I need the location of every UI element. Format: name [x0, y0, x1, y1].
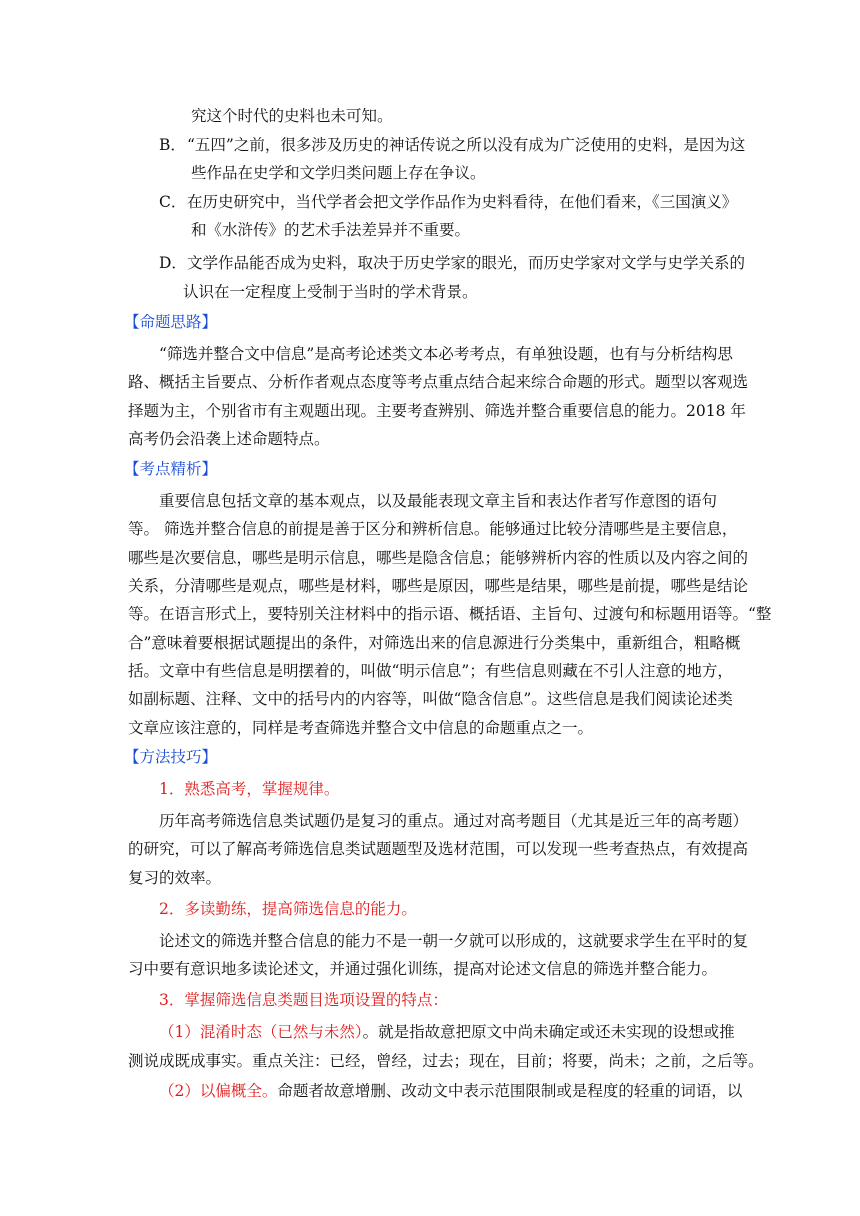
section-heading-kaodian: 【考点精析】 — [124, 460, 218, 478]
paragraph-line: 高考仍会沿袭上述命题特点。 — [128, 430, 330, 448]
option-c-letter: C． — [159, 193, 187, 211]
paragraph-line: 论述文的筛选并整合信息的能力不是一朝一夕就可以形成的，这就要求学生在平时的复 — [159, 932, 749, 950]
method-point-1: 1．熟悉高考，掌握规律。 — [159, 780, 340, 798]
paragraph-line: 历年高考筛选信息类试题仍是复习的重点。通过对高考题目（尤其是近三年的高考题） — [159, 812, 749, 830]
sub-point-1 — [159, 1021, 735, 1043]
option-b-line-2: 些作品在史学和文学归类问题上存在争议。 — [191, 164, 486, 182]
option-a-continuation: 究这个时代的史料也未可知。 — [191, 107, 393, 125]
paragraph-line: 文章应该注意的，同样是考查筛选并整合文中信息的命题重点之一。 — [128, 719, 594, 737]
paragraph-line: 的研究，可以了解高考筛选信息类试题题型及选材范围，可以发现一些考查热点，有效提高 — [128, 840, 749, 858]
paragraph-line: 复习的效率。 — [128, 869, 222, 887]
paragraph-line: 路、概括主旨要点、分析作者观点态度等考点重点结合起来综合命题的形式。题型以客观选 — [128, 373, 749, 391]
paragraph-line: 合”意味着要根据试题提出的条件，对筛选出来的信息源进行分类集中，重新组合，粗略概 — [128, 634, 741, 652]
sub-point-2 — [159, 1080, 742, 1102]
option-d-line-2: 认识在一定程度上受制于当时的学术背景。 — [183, 283, 478, 301]
paragraph-line: 重要信息包括文章的基本观点，以及最能表现文章主旨和表达作者写作意图的语句 — [159, 492, 718, 510]
section-heading-mingti: 【命题思路】 — [124, 313, 218, 331]
paragraph-line: 习中要有意识地多读论述文，并通过强化训练，提高对论述文信息的筛选并整合能力。 — [128, 960, 718, 978]
section-heading-fangfa: 【方法技巧】 — [124, 748, 218, 766]
paragraph-line: 如副标题、注释、文中的括号内的内容等，叫做“隐含信息”。这些信息是我们阅读论述类 — [128, 690, 733, 708]
paragraph-line: 关系，分清哪些是观点，哪些是材料，哪些是原因，哪些是结果，哪些是前提，哪些是结论 — [128, 577, 749, 595]
paragraph-line: 等。 筛选并整合信息的前提是善于区分和辨析信息。能够通过比较分清哪些是主要信息， — [128, 520, 738, 538]
option-c-line-1: 在历史研究中，当代学者会把文学作品作为史料看待，在他们看来，《三国演义》 — [187, 193, 738, 211]
sub-point-2-text: 命题者故意增删、改动文中表示范围限制或是程度的轻重的词语，以 — [277, 1082, 743, 1100]
option-c-line-2: 和《水浒传》的艺术手法差异并不重要。 — [191, 221, 471, 239]
paragraph-line: “筛选并整合文中信息”是高考论述类文本必考考点，有单独设题，也有与分析结构思 — [159, 345, 733, 363]
paragraph-line: 哪些是次要信息，哪些是明示信息，哪些是隐含信息；能够辨析内容的性质以及内容之间的 — [128, 549, 749, 567]
option-d-letter: D． — [159, 254, 187, 272]
sub-point-2-label: （2）以偏概全。 — [159, 1082, 278, 1100]
method-point-2: 2．多读勤练，提高筛选信息的能力。 — [159, 900, 417, 918]
option-b-letter: B． — [159, 136, 186, 154]
option-b-line-1: “五四”之前，很多涉及历史的神话传说之所以没有成为广泛使用的史料，是因为这 — [187, 136, 746, 154]
method-point-3: 3．掌握筛选信息类题目选项设置的特点： — [159, 991, 448, 1009]
paragraph-line: 等。在语言形式上，要特别关注材料中的指示语、概括语、主旨句、过渡句和标题用语等。“整 — [128, 605, 772, 623]
sub-point-1-label: （1）混淆时态（已然与未然） — [159, 1023, 363, 1041]
sub-point-1-text: 。就是指故意把原文中尚未确定或还未实现的设想或推 — [362, 1023, 735, 1041]
paragraph-line: 择题为主，个别省市有主观题出现。主要考查辨别、筛选并整合重要信息的能力。2018 年 — [128, 402, 746, 420]
paragraph-line: 测说成既成事实。重点关注：已经，曾经，过去；现在，目前；将要，尚未；之前，之后等。 — [128, 1052, 764, 1070]
option-d-line-1: 文学作品能否成为史料，取决于历史学家的眼光，而历史学家对文学与史学关系的 — [187, 254, 746, 272]
paragraph-line: 括。文章中有些信息是明摆着的，叫做“明示信息”；有些信息则藏在不引人注意的地方， — [128, 662, 733, 680]
